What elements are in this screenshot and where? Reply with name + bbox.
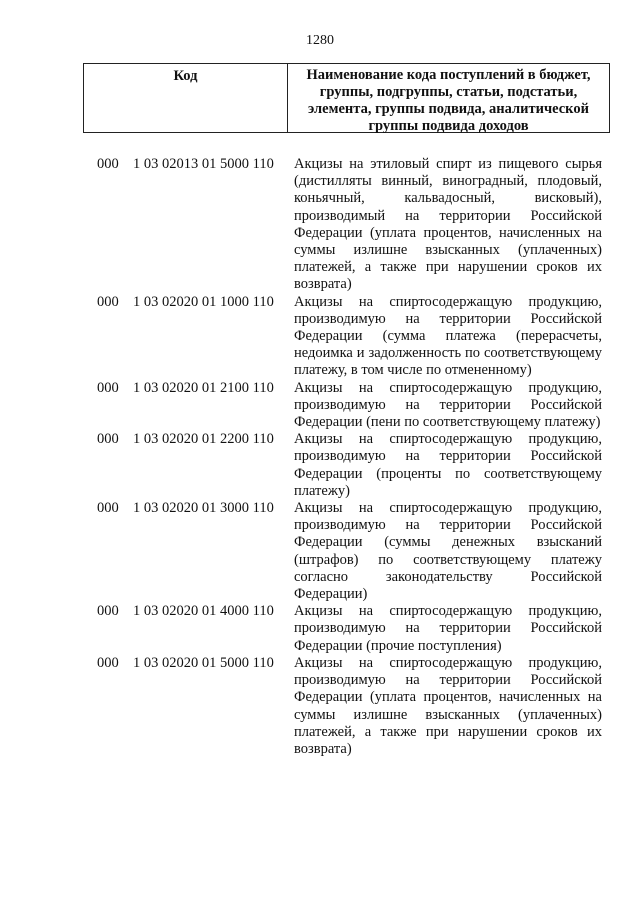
income-name: Акцизы на спиртосодержащую продукцию, производимую на территории Российской Федерации (уплата процентов, начисленных на суммы излишне взысканных (уплаченных) платежей, а также при нарушении сроков их возврата) xyxy=(294,654,602,757)
admin-code: 000 xyxy=(97,500,119,517)
admin-code: 000 xyxy=(97,431,119,448)
column-header-name: Наименование кода поступлений в бюджет, группы, подгруппы, статьи, подстатьи, элемента, группы подвида, аналитической группы подвида доходов xyxy=(306,67,591,134)
admin-code: 000 xyxy=(97,379,119,396)
page-number: 1280 xyxy=(306,33,334,48)
admin-code: 000 xyxy=(97,603,119,620)
income-code: 1 03 02013 01 5000 110 xyxy=(133,156,274,172)
table-row xyxy=(0,655,640,758)
income-code: 1 03 02020 01 1000 110 xyxy=(133,293,274,310)
admin-code: 000 xyxy=(97,654,119,671)
income-name: Акцизы на спиртосодержащую продукцию, производимую на территории Российской Федерации (проценты по соответствующему платежу) xyxy=(294,431,602,499)
income-name: Акцизы на спиртосодержащую продукцию, производимую на территории Российской Федерации (пени по соответствующему платежу) xyxy=(294,379,602,431)
income-code: 1 03 02020 01 2100 110 xyxy=(133,379,274,396)
income-codes-list xyxy=(0,156,640,758)
income-name: Акцизы на спиртосодержащую продукцию, производимую на территории Российской Федерации (суммы денежных взысканий (штрафов) по соответствующему платежу согласно законодательству Российской Федерации) xyxy=(294,500,602,603)
admin-code: 000 xyxy=(97,293,119,310)
table-row xyxy=(0,156,640,294)
table-row xyxy=(0,294,640,380)
column-header-code: Код xyxy=(84,64,288,132)
table-row xyxy=(0,380,640,432)
income-name: Акцизы на спиртосодержащую продукцию, производимую на территории Российской Федерации (прочие поступления) xyxy=(294,603,602,654)
income-code: 1 03 02020 01 4000 110 xyxy=(133,603,274,620)
table-header xyxy=(83,63,610,133)
table-row xyxy=(0,603,640,655)
income-name: Акцизы на этиловый спирт из пищевого сырья (дистилляты винный, виноградный, плодовый, коньячный, кальвадосный, висковый), производимый на территории Российской Федерации (уплата процентов, начисленных на суммы излишне взысканных (уплаченных) платежей, а также при нарушении сроков их возврата) xyxy=(294,156,602,293)
income-code: 1 03 02020 01 2200 110 xyxy=(133,431,274,448)
income-name: Акцизы на спиртосодержащую продукцию, производимую на территории Российской Федерации (сумма платежа (перерасчеты, недоимка и задолженность по соответствующему платежу, в том числе по отмененному) xyxy=(294,293,602,379)
table-row xyxy=(0,500,640,603)
income-code: 1 03 02020 01 3000 110 xyxy=(133,500,274,517)
table-row xyxy=(0,431,640,500)
income-code: 1 03 02020 01 5000 110 xyxy=(133,654,274,671)
admin-code: 000 xyxy=(97,156,119,172)
